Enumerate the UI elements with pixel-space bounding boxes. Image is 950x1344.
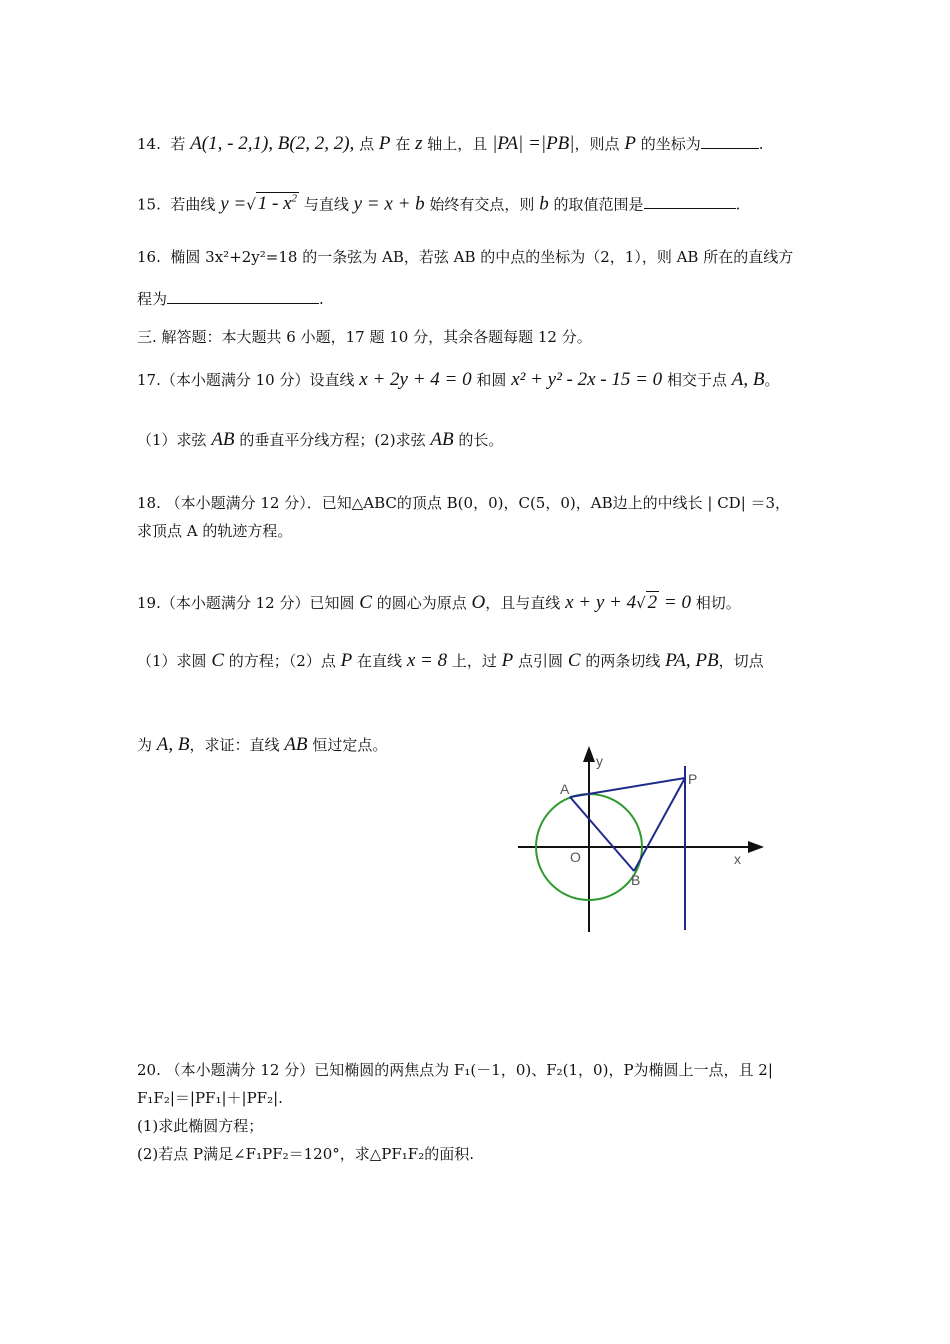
question-20: 20. （本小题满分 12 分）已知椭圆的两焦点为 F₁(－1，0)、F₂(1，0)，P为椭圆上一点，且 2| — [137, 1061, 773, 1079]
answer-blank — [167, 301, 319, 304]
q17-line-equation: x + 2y + 4 = 0 — [359, 369, 472, 390]
q14-points: A(1, - 2,1), B(2, 2, 2), — [190, 133, 355, 154]
label-x: x — [734, 851, 741, 867]
q15-number: 15. — [137, 195, 161, 214]
tangent-pa — [570, 778, 685, 797]
question-18-cont: 求顶点 A 的轨迹方程。 — [137, 522, 293, 540]
question-17: 17.（本小题满分 10 分）设直线 x + 2y + 4 = 0 和圆 x² + y² - 2x - 15 = 0 相交于点 A, B。 — [137, 369, 780, 390]
question-19-parts: （1）求圆 C 的方程；（2）点 P 在直线 x = 8 上，过 P 点引圆 C 的两条切线 PA, PB，切点 — [137, 650, 764, 671]
x-axis-arrow — [748, 841, 764, 853]
question-14: 14. 若 A(1, - 2,1), B(2, 2, 2), 点 P 在 z 轴上，且 |PA| =|PB|，则点 P 的坐标为 . — [137, 133, 764, 154]
q15-radicand: $1 - x^2$ — [257, 193, 298, 215]
question-16 — [137, 250, 793, 265]
question-19-cont: 为 A, B，求证：直线 AB 恒过定点。 — [137, 734, 388, 755]
question-19: 19.（本小题满分 12 分）已知圆 C 的圆心为原点 O，且与直线 x + y + 4√ 2 = 0 相切。 — [137, 592, 741, 613]
q14-condition: |PA| =|PB| — [492, 133, 575, 154]
question-20-part1: (1)求此椭圆方程； — [137, 1117, 264, 1135]
section-heading: 三. 解答题：本大题共 6 小题，17 题 10 分，其余各题每题 12 分。 — [137, 328, 592, 346]
answer-blank — [644, 206, 736, 209]
q14-number: 14. — [137, 135, 161, 153]
q16-number: 16. — [137, 248, 161, 266]
question-16-cont: 程为 . — [137, 290, 324, 308]
label-b: B — [631, 872, 641, 888]
answer-blank — [701, 146, 759, 149]
question-20-cont: F₁F₂|＝|PF₁|＋|PF₂|. — [137, 1089, 283, 1107]
label-a: A — [560, 781, 570, 797]
label-y: y — [596, 753, 603, 769]
question-15: 15. 若曲线 y =√ $1 - x^2$ 与直线 y = x + b 始终有交点，则 b 的取值范围是 . — [137, 193, 741, 215]
q16-text: 椭圆 3x²+2y²=18 的一条弦为 AB，若弦 AB 的中点的坐标为（2，1），则 AB 所在的直线方 — [170, 248, 794, 266]
question-18: 18. （本小题满分 12 分）．已知△ABC的顶点 B(0，0)，C(5，0)，AB边上的中线长 | CD| ＝3， — [137, 494, 791, 512]
question-20-part2: (2)若点 P满足∠F₁PF₂＝120°，求△PF₁F₂的面积. — [137, 1145, 474, 1163]
label-o: O — [570, 849, 581, 865]
tangent-pb — [634, 778, 685, 871]
q19-figure — [512, 744, 772, 936]
y-axis-arrow — [583, 746, 595, 762]
q17-circle-equation: x² + y² - 2x - 15 = 0 — [511, 369, 663, 390]
question-17-parts: （1）求弦 AB 的垂直平分线方程；(2)求弦 AB 的长。 — [137, 429, 504, 450]
label-p: P — [688, 771, 698, 787]
